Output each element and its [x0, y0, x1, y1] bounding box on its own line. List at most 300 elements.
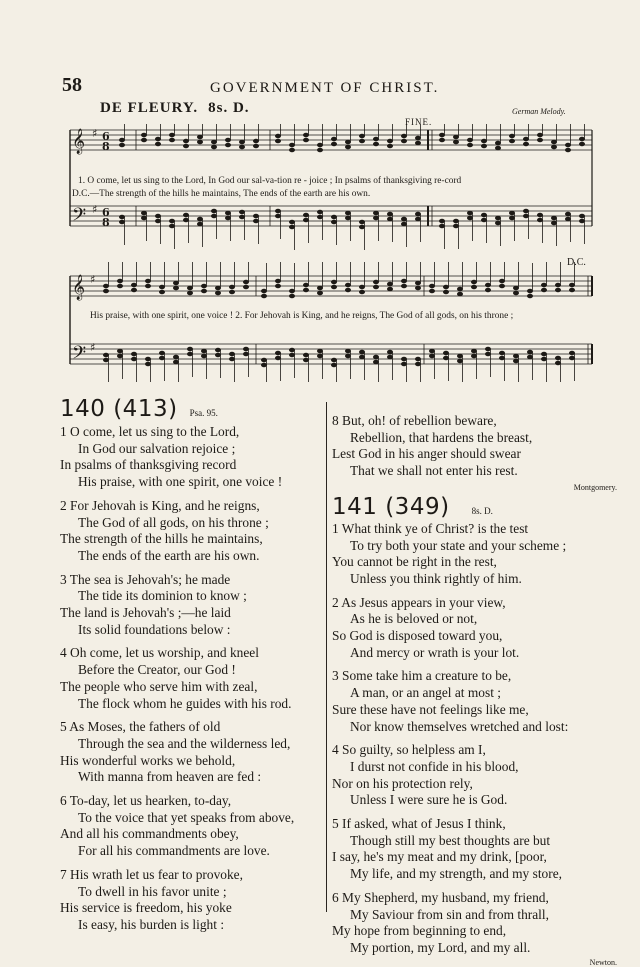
note-head	[569, 283, 574, 287]
note-head	[119, 220, 124, 224]
hymn-140-stanzas	[60, 424, 322, 934]
note-head	[579, 142, 584, 146]
verse-line: His wonderful works we behold,	[60, 752, 236, 768]
note-head	[239, 215, 244, 219]
note-head	[275, 279, 280, 283]
note-head	[345, 145, 350, 149]
note-head	[303, 353, 308, 357]
note-head	[373, 280, 378, 284]
note-head	[243, 352, 248, 356]
note-head	[415, 212, 420, 216]
note-head	[513, 359, 518, 363]
note-head	[289, 143, 294, 147]
note-head	[527, 289, 532, 293]
note-head	[509, 211, 514, 215]
note-head	[453, 140, 458, 144]
lyrics-dc-line: D.C.—The strength of the hills he maintains, The ends of the earth are his own.	[72, 189, 371, 199]
note-head	[141, 216, 146, 220]
note-head	[495, 146, 500, 150]
note-head	[169, 219, 174, 223]
note-head	[317, 286, 322, 290]
note-head	[579, 214, 584, 218]
verse-line: 4 Oh come, let us worship, and kneel	[60, 645, 259, 661]
note-head	[289, 353, 294, 357]
note-head	[317, 354, 322, 358]
note-head	[331, 215, 336, 219]
note-head	[317, 215, 322, 219]
verse-line: Unless I were sure he is God.	[350, 792, 508, 808]
note-head	[201, 354, 206, 358]
note-head	[239, 210, 244, 214]
note-head	[303, 218, 308, 222]
note-head	[345, 288, 350, 292]
note-head	[197, 217, 202, 221]
note-head	[211, 214, 216, 218]
note-head	[579, 137, 584, 141]
note-head	[211, 145, 216, 149]
note-head	[159, 351, 164, 355]
note-head	[187, 286, 192, 290]
note-head	[551, 140, 556, 144]
hymn-140-reference: Psa. 95.	[189, 408, 218, 418]
svg-text:𝄢: 𝄢	[72, 343, 87, 368]
note-head	[187, 347, 192, 351]
note-head	[261, 289, 266, 293]
note-head	[215, 286, 220, 290]
note-head	[275, 214, 280, 218]
note-head	[187, 352, 192, 356]
note-head	[145, 362, 150, 366]
note-head	[495, 141, 500, 145]
note-head	[467, 216, 472, 220]
note-head	[155, 219, 160, 223]
svg-text:𝄞: 𝄞	[72, 129, 86, 154]
note-head	[119, 138, 124, 142]
note-head	[443, 285, 448, 289]
note-head	[471, 280, 476, 284]
note-head	[509, 134, 514, 138]
note-head	[359, 225, 364, 229]
note-head	[211, 209, 216, 213]
note-head	[565, 148, 570, 152]
note-head	[169, 133, 174, 137]
dc-mark: D.C.	[567, 257, 586, 268]
note-head	[415, 141, 420, 145]
note-head	[509, 139, 514, 143]
note-head	[317, 349, 322, 353]
note-head	[485, 347, 490, 351]
verse-line: Through the sea and the wilderness led,	[78, 735, 291, 751]
note-head	[261, 363, 266, 367]
note-head	[443, 356, 448, 360]
note-head	[331, 363, 336, 367]
note-head	[197, 140, 202, 144]
stanza	[332, 816, 617, 883]
note-head	[439, 133, 444, 137]
note-head	[331, 285, 336, 289]
stanza	[332, 668, 617, 735]
note-head	[345, 349, 350, 353]
note-head	[481, 139, 486, 143]
note-head	[541, 288, 546, 292]
verse-line: I say, he's my meat and my drink, [poor,	[332, 849, 547, 865]
note-head	[387, 287, 392, 291]
verse-line: As he is beloved or not,	[350, 611, 478, 627]
note-head	[373, 216, 378, 220]
note-head	[551, 221, 556, 225]
verse-line: 2 As Jesus appears in your view,	[332, 594, 506, 610]
note-head	[401, 139, 406, 143]
verse-line: 3 The sea is Jehovah's; he made	[60, 571, 231, 587]
note-head	[225, 143, 230, 147]
verse-line: My portion, my Lord, and my all.	[350, 939, 531, 955]
note-head	[457, 359, 462, 363]
note-head	[173, 286, 178, 290]
verse-line: Lest God in his anger should swear	[332, 446, 521, 462]
verse-line: Unless you think rightly of him.	[350, 570, 522, 586]
svg-text:𝄞: 𝄞	[72, 275, 86, 300]
note-head	[331, 280, 336, 284]
note-head	[471, 285, 476, 289]
note-head	[541, 357, 546, 361]
note-head	[155, 214, 160, 218]
note-head	[289, 220, 294, 224]
note-head	[579, 219, 584, 223]
verse-line: You cannot be right in the rest,	[332, 554, 497, 570]
svg-text:8: 8	[102, 216, 110, 229]
note-head	[415, 357, 420, 361]
note-head	[331, 142, 336, 146]
note-head	[275, 134, 280, 138]
note-head	[253, 139, 258, 143]
staff-system-1	[66, 124, 594, 250]
note-head	[187, 291, 192, 295]
note-head	[457, 287, 462, 291]
note-head	[253, 214, 258, 218]
note-head	[345, 140, 350, 144]
note-head	[229, 290, 234, 294]
verse-line: I durst not confide in his blood,	[350, 758, 519, 774]
note-head	[373, 360, 378, 364]
verse-line: To the voice that yet speaks from above,	[78, 809, 295, 825]
note-head	[303, 283, 308, 287]
note-head	[523, 209, 528, 213]
note-head	[429, 354, 434, 358]
hymn-140-stanza-8	[332, 413, 617, 480]
note-head	[565, 217, 570, 221]
hymn-141-attribution: Newton.	[589, 957, 617, 967]
note-head	[555, 356, 560, 360]
note-head	[401, 134, 406, 138]
note-head	[243, 280, 248, 284]
verse-line: 8 But, oh! of rebellion beware,	[332, 413, 497, 428]
note-head	[471, 349, 476, 353]
note-head	[289, 225, 294, 229]
note-head	[401, 217, 406, 221]
note-head	[453, 135, 458, 139]
note-head	[229, 352, 234, 356]
note-head	[331, 137, 336, 141]
note-head	[103, 284, 108, 288]
note-head	[201, 289, 206, 293]
note-head	[485, 288, 490, 292]
tune-title	[100, 100, 250, 117]
note-head	[429, 349, 434, 353]
stanza	[332, 413, 617, 480]
note-head	[387, 350, 392, 354]
svg-text:♯: ♯	[92, 203, 98, 216]
verse-line: 2 For Jehovah is King, and he reigns,	[60, 497, 260, 513]
fine-mark: FINE.	[405, 117, 433, 127]
verse-line: In God our salvation rejoice ;	[78, 440, 236, 456]
verse-line: The strength of the hills he maintains,	[60, 531, 263, 547]
note-head	[359, 355, 364, 359]
verse-line: 3 Some take him a creature to be,	[332, 668, 512, 684]
verse-line: 1 O come, let us sing to the Lord,	[60, 424, 240, 439]
note-head	[453, 219, 458, 223]
hymn-141-number: 141 (349)	[332, 493, 450, 520]
note-head	[541, 352, 546, 356]
note-head	[569, 351, 574, 355]
hymn-140-number: 140 (413)	[60, 396, 178, 422]
note-head	[117, 349, 122, 353]
verse-line: 7 His wrath let us fear to provoke,	[60, 866, 243, 882]
note-head	[401, 284, 406, 288]
note-head	[215, 353, 220, 357]
note-head	[243, 285, 248, 289]
verse-line: My life, and my strength, and my store,	[350, 866, 562, 882]
note-head	[131, 283, 136, 287]
verse-line: Nor on his protection rely,	[332, 775, 473, 791]
note-head	[429, 284, 434, 288]
note-head	[215, 348, 220, 352]
note-head	[373, 211, 378, 215]
note-head	[201, 349, 206, 353]
note-head	[537, 218, 542, 222]
note-head	[509, 216, 514, 220]
stanza	[60, 572, 322, 639]
note-head	[373, 142, 378, 146]
note-head	[373, 285, 378, 289]
note-head	[303, 138, 308, 142]
staff-system-2	[66, 262, 594, 382]
note-head	[145, 284, 150, 288]
note-head	[169, 224, 174, 228]
note-head	[555, 288, 560, 292]
verse-line: 4 So guilty, so helpless am I,	[332, 742, 486, 758]
note-head	[345, 216, 350, 220]
verse-line: Is easy, his burden is light :	[78, 916, 225, 932]
right-column	[332, 413, 617, 967]
note-head	[345, 283, 350, 287]
note-head	[253, 219, 258, 223]
note-head	[565, 143, 570, 147]
svg-text:6: 6	[102, 130, 110, 143]
note-head	[555, 361, 560, 365]
note-head	[169, 138, 174, 142]
note-head	[513, 291, 518, 295]
note-head	[495, 221, 500, 225]
verse-line: That we shall not enter his rest.	[350, 463, 518, 479]
verse-line: The ends of the earth are his own.	[78, 547, 260, 563]
note-head	[303, 213, 308, 217]
note-head	[289, 294, 294, 298]
note-head	[103, 358, 108, 362]
note-head	[453, 224, 458, 228]
note-head	[523, 137, 528, 141]
note-head	[401, 357, 406, 361]
note-head	[173, 355, 178, 359]
note-head	[537, 133, 542, 137]
note-head	[155, 142, 160, 146]
column-divider	[326, 402, 327, 912]
note-head	[415, 217, 420, 221]
note-head	[225, 216, 230, 220]
verse-line: 5 If asked, what of Jesus I think,	[332, 816, 506, 832]
svg-text:6: 6	[102, 206, 110, 219]
verse-line: Rebellion, that hardens the breast,	[350, 429, 533, 445]
note-head	[527, 350, 532, 354]
note-head	[387, 282, 392, 286]
tune-composer: German Melody.	[512, 107, 566, 116]
verse-line: Sure these have not feelings like me,	[332, 701, 529, 717]
note-head	[481, 213, 486, 217]
note-head	[387, 355, 392, 359]
note-head	[537, 213, 542, 217]
hymn-141-stanzas	[332, 521, 617, 957]
music-system-2	[66, 262, 594, 382]
note-head	[523, 142, 528, 146]
tune-name: DE FLEURY.	[100, 100, 199, 116]
note-head	[373, 355, 378, 359]
note-head	[317, 143, 322, 147]
note-head	[401, 362, 406, 366]
verse-line: A man, or an angel at most ;	[350, 685, 501, 701]
page-number: 58	[62, 74, 82, 96]
note-head	[345, 354, 350, 358]
note-head	[481, 218, 486, 222]
note-head	[141, 138, 146, 142]
note-head	[387, 139, 392, 143]
note-head	[131, 357, 136, 361]
note-head	[481, 144, 486, 148]
note-head	[527, 355, 532, 359]
verse-line: 5 As Moses, the fathers of old	[60, 719, 221, 735]
running-title: GOVERNMENT OF CHRIST.	[210, 80, 440, 96]
note-head	[359, 134, 364, 138]
note-head	[429, 289, 434, 293]
note-head	[415, 136, 420, 140]
note-head	[183, 144, 188, 148]
svg-text:𝄢: 𝄢	[72, 205, 87, 230]
note-head	[401, 222, 406, 226]
svg-text:♯: ♯	[90, 341, 96, 354]
note-head	[275, 139, 280, 143]
note-head	[551, 216, 556, 220]
note-head	[239, 140, 244, 144]
note-head	[359, 285, 364, 289]
note-head	[485, 283, 490, 287]
note-head	[289, 148, 294, 152]
verse-line: In psalms of thanksgiving record	[60, 457, 237, 473]
verse-line: The people who serve him with zeal,	[60, 678, 258, 694]
note-head	[275, 351, 280, 355]
stanza	[60, 498, 322, 565]
note-head	[359, 220, 364, 224]
note-head	[183, 213, 188, 217]
note-head	[289, 289, 294, 293]
note-head	[183, 139, 188, 143]
svg-text:♯: ♯	[90, 273, 96, 286]
note-head	[275, 356, 280, 360]
note-head	[155, 137, 160, 141]
verse-line: 1 What think ye of Christ? is the test	[332, 520, 529, 536]
note-head	[261, 358, 266, 362]
note-head	[485, 352, 490, 356]
verse-line: To try both your state and your scheme ;	[350, 537, 567, 553]
note-head	[317, 291, 322, 295]
note-head	[229, 285, 234, 289]
note-head	[211, 140, 216, 144]
lyrics-line-2: His praise, with one spirit, one voice ! 2. For Jehovah is King, and he reigns, The God of all gods, on his throne ;	[90, 311, 514, 321]
note-head	[551, 145, 556, 149]
note-head	[201, 284, 206, 288]
note-head	[117, 279, 122, 283]
note-head	[439, 138, 444, 142]
note-head	[197, 222, 202, 226]
note-head	[225, 138, 230, 142]
note-head	[499, 351, 504, 355]
note-head	[457, 292, 462, 296]
hymn-141-meter: 8s. D.	[471, 505, 493, 516]
note-head	[541, 283, 546, 287]
note-head	[359, 139, 364, 143]
note-head	[197, 135, 202, 139]
verse-line: With manna from heaven are fed :	[78, 769, 262, 785]
note-head	[499, 279, 504, 283]
verse-line: For all his commandments are love.	[78, 843, 270, 859]
note-head	[131, 288, 136, 292]
note-head	[359, 290, 364, 294]
tune-meter: 8s. D.	[208, 100, 250, 116]
note-head	[275, 209, 280, 213]
stanza	[60, 424, 322, 491]
verse-line: Though still my best thoughts are but	[350, 832, 551, 848]
note-head	[317, 148, 322, 152]
verse-line: Nor know themselves wretched and lost:	[350, 718, 569, 734]
verse-line: My Saviour from sin and from thrall,	[350, 906, 549, 922]
verse-line: So God is disposed toward you,	[332, 628, 503, 644]
note-head	[103, 289, 108, 293]
stanza	[332, 890, 617, 957]
note-head	[415, 362, 420, 366]
verse-line: And mercy or wrath is your lot.	[350, 644, 520, 660]
stanza	[60, 645, 322, 712]
note-head	[173, 281, 178, 285]
note-head	[495, 216, 500, 220]
note-head	[131, 352, 136, 356]
verse-line: 6 My Shepherd, my husband, my friend,	[332, 889, 549, 905]
note-head	[239, 145, 244, 149]
note-head	[117, 284, 122, 288]
note-head	[253, 144, 258, 148]
note-head	[513, 286, 518, 290]
note-head	[499, 284, 504, 288]
note-head	[303, 358, 308, 362]
note-head	[569, 288, 574, 292]
note-head	[439, 219, 444, 223]
verse-line: His service is freedom, his yoke	[60, 900, 232, 916]
